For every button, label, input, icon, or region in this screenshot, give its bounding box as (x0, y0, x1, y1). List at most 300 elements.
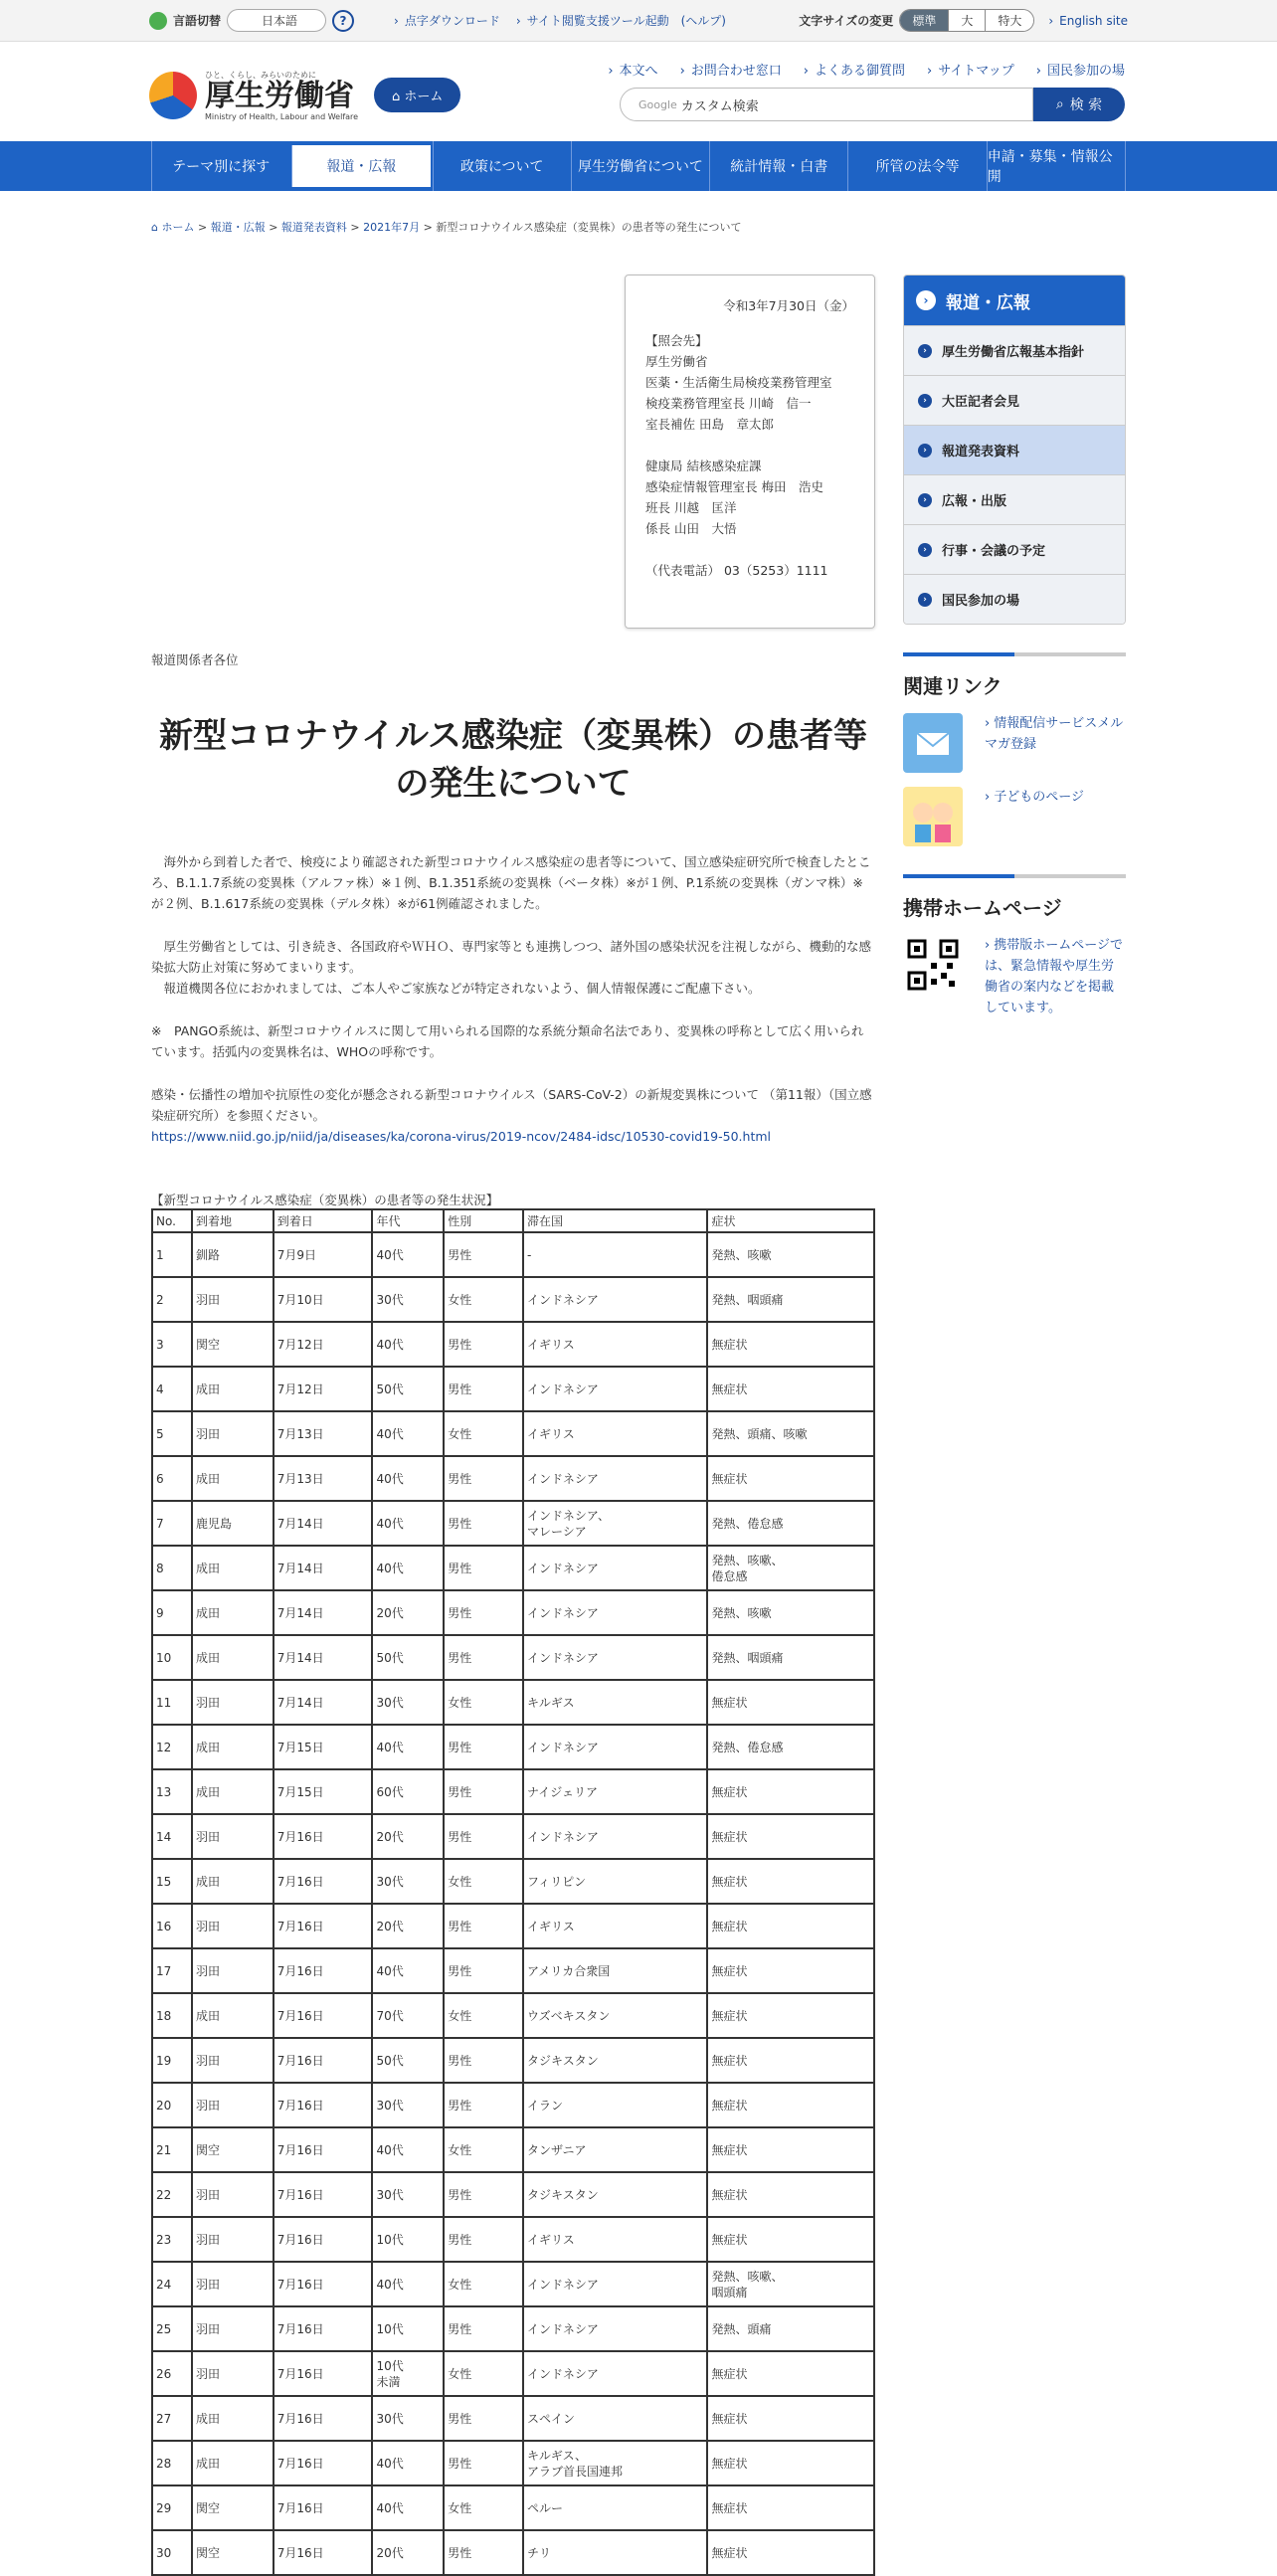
table-cell: 3 (152, 1322, 192, 1367)
table-cell: 鹿児島 (192, 1501, 274, 1546)
side-item-pr-policy[interactable] (904, 325, 1125, 375)
gnav-about[interactable]: 厚生労働省について (571, 141, 709, 191)
table-cell: スペイン (523, 2396, 707, 2441)
table-cell: イギリス (523, 1904, 707, 1948)
gnav-policy[interactable]: 政策について (433, 141, 571, 191)
table-row (152, 2485, 874, 2530)
table-cell: 男性 (444, 2441, 523, 2485)
arrow-icon: › (918, 444, 932, 458)
table-row (152, 2083, 874, 2127)
table-cell: 羽田 (192, 1948, 274, 1993)
side-item-label: 行事・会議の予定 (942, 544, 1046, 559)
column-header: No. (152, 1209, 192, 1232)
mail-icon (903, 713, 963, 773)
language-label: 言語切替 (173, 14, 222, 28)
table-cell: インドネシア (523, 2262, 707, 2306)
table-cell: 60代 (372, 1769, 444, 1814)
table-cell: 15 (152, 1859, 192, 1904)
press-menu-head[interactable] (904, 276, 1125, 325)
table-cell: タジキスタン (523, 2038, 707, 2083)
table-cell: 羽田 (192, 2038, 274, 2083)
table-cell: 無症状 (707, 1322, 874, 1367)
public-participation-link[interactable]: › 国民参加の場 (1036, 60, 1125, 79)
contact-line: 医薬・生活衛生局検疫業務管理室 (645, 375, 832, 390)
table-cell: 発熱、咳嗽、 咽頭痛 (707, 2262, 874, 2306)
table-cell: イギリス (523, 1411, 707, 1456)
table-cell: 男性 (444, 1232, 523, 1277)
table-row (152, 1590, 874, 1635)
column-header: 滞在国 (523, 1209, 707, 1232)
table-cell: 関空 (192, 2530, 274, 2575)
global-nav (0, 141, 1277, 191)
table-cell: 7月16日 (274, 2038, 373, 2083)
header-nav (608, 60, 1125, 79)
table-cell: ウズベキスタン (523, 1993, 707, 2038)
table-cell: 成田 (192, 1725, 274, 1769)
table-cell: 男性 (444, 2217, 523, 2262)
table-cell: 発熱、咳嗽、 倦怠感 (707, 1546, 874, 1590)
contact-line (645, 435, 854, 456)
table-cell: 50代 (372, 2038, 444, 2083)
table-cell: 6 (152, 1456, 192, 1501)
table-cell: 21 (152, 2127, 192, 2172)
accessibility-tool-link[interactable]: › サイト閲覧支援ツール起動 (ヘルプ) (516, 12, 726, 29)
table-cell: 無症状 (707, 2083, 874, 2127)
side-item-label: 国民参加の場 (942, 594, 1020, 609)
table-cell: 無症状 (707, 2038, 874, 2083)
table-cell: 無症状 (707, 1814, 874, 1859)
english-site-link[interactable]: › English site (1048, 14, 1128, 28)
site-header (0, 42, 1277, 141)
table-cell: 7月16日 (274, 2441, 373, 2485)
table-cell: 無症状 (707, 2485, 874, 2530)
table-cell: 女性 (444, 1680, 523, 1725)
table-cell: 40代 (372, 1725, 444, 1769)
table-cell: 17 (152, 1948, 192, 1993)
table-cell: イギリス (523, 1322, 707, 1367)
table-cell: 男性 (444, 1948, 523, 1993)
table-cell: 発熱、倦怠感 (707, 1725, 874, 1769)
side-item-press-releases[interactable] (904, 425, 1125, 474)
font-size-standard[interactable]: 標準 (900, 10, 949, 31)
cases-table (151, 1208, 875, 2576)
table-cell: 成田 (192, 1456, 274, 1501)
table-cell: 発熱、咽頭痛 (707, 1635, 874, 1680)
table-cell: 26 (152, 2351, 192, 2396)
table-row (152, 1232, 874, 1277)
table-cell: 40代 (372, 1501, 444, 1546)
table-cell: 24 (152, 2262, 192, 2306)
table-row (152, 1546, 874, 1590)
table-cell: 20代 (372, 1590, 444, 1635)
table-cell: 無症状 (707, 1948, 874, 1993)
table-cell: 無症状 (707, 1769, 874, 1814)
table-cell: 羽田 (192, 2306, 274, 2351)
table-cell: 発熱、倦怠感 (707, 1501, 874, 1546)
table-cell: 羽田 (192, 2217, 274, 2262)
sitemap-link[interactable]: › サイトマップ (927, 60, 1014, 79)
table-cell: 無症状 (707, 2127, 874, 2172)
paragraph-1: 海外から到着した者で、検疫により確認された新型コロナウイルス感染症の患者等について、国立感染症研究所で検査したところ、B.1.1.7系統の変異株（アルファ株）※１例、B.1.351系統の変異株（ベータ株）※が１例、P.1系統の変異株（ガンマ株）※が２例、B.1.617系統の変異株（デルタ株）※が61例確認されました。 (151, 854, 871, 911)
main-content (151, 275, 875, 2576)
braille-download-link[interactable]: › 点字ダウンロード (394, 12, 500, 29)
table-cell: 40代 (372, 1948, 444, 1993)
table-cell: 女性 (444, 1859, 523, 1904)
gnav-laws[interactable]: 所管の法令等 (847, 141, 986, 191)
table-cell: 男性 (444, 1367, 523, 1411)
table-row (152, 2262, 874, 2306)
table-caption: 【新型コロナウイルス感染症（変異株）の患者等の発生状況】 (151, 1193, 499, 1207)
table-cell: 10代 (372, 2306, 444, 2351)
table-cell: 男性 (444, 1322, 523, 1367)
table-cell: インドネシア (523, 2351, 707, 2396)
table-row (152, 2217, 874, 2262)
table-cell: 男性 (444, 1814, 523, 1859)
table-row (152, 1859, 874, 1904)
table-row (152, 1725, 874, 1769)
table-cell: 男性 (444, 2530, 523, 2575)
table-cell: キルギス (523, 1680, 707, 1725)
contact-line (645, 539, 854, 560)
table-cell: 7月16日 (274, 1904, 373, 1948)
table-cell: フィリピン (523, 1859, 707, 1904)
table-cell: 成田 (192, 2441, 274, 2485)
note-paragraph: ※ PANGO系統は、新型コロナウイルスに関して用いられる国際的な系統分類命名法であり、変異株の呼称として広く用いられています。括弧内の変異株名は、WHOの呼称です。 (151, 1023, 864, 1059)
logo-english: Ministry of Health, Labour and Welfare (205, 112, 359, 121)
mailmag-link[interactable]: › 情報配信サービスメルマガ登録 (985, 713, 1126, 773)
table-cell: 男性 (444, 2172, 523, 2217)
table-cell: 7月16日 (274, 2351, 373, 2396)
table-row (152, 1456, 874, 1501)
table-cell: 羽田 (192, 1904, 274, 1948)
breadcrumb-releases[interactable]: 報道発表資料 (280, 221, 347, 234)
gnav-press[interactable]: 報道・広報 (291, 145, 430, 187)
table-cell: 23 (152, 2217, 192, 2262)
side-item-publications[interactable] (904, 474, 1125, 524)
qr-code-icon (903, 935, 963, 995)
table-cell: 7月16日 (274, 2127, 373, 2172)
table-cell: 16 (152, 1904, 192, 1948)
table-row (152, 2441, 874, 2485)
font-size-large[interactable]: 大 (949, 10, 986, 31)
table-cell: 男性 (444, 2083, 523, 2127)
logo-mark-icon (149, 72, 197, 119)
table-cell: 1 (152, 1232, 192, 1277)
table-cell: 20代 (372, 1904, 444, 1948)
table-cell: 無症状 (707, 1904, 874, 1948)
table-row (152, 1322, 874, 1367)
mobile-site-link[interactable]: › 携帯版ホームページでは、緊急情報や厚生労働省の案内などを掲載しています。 (985, 935, 1126, 1018)
home-button[interactable] (374, 78, 460, 112)
table-cell: 28 (152, 2441, 192, 2485)
table-cell: 7月16日 (274, 2396, 373, 2441)
table-cell: 7月9日 (274, 1232, 373, 1277)
table-cell: 22 (152, 2172, 192, 2217)
related-mailmag (903, 713, 1126, 773)
table-cell: 無症状 (707, 2351, 874, 2396)
table-cell: タンザニア (523, 2127, 707, 2172)
table-cell: 成田 (192, 1635, 274, 1680)
table-cell: 女性 (444, 2485, 523, 2530)
table-cell: 男性 (444, 1769, 523, 1814)
gnav-statistics[interactable]: 統計情報・白書 (709, 141, 847, 191)
table-cell: 7月16日 (274, 1814, 373, 1859)
gnav-theme[interactable]: テーマ別に探す (151, 141, 289, 191)
breadcrumb: ⌂ ホーム > 報道・広報 > 報道発表資料 > 2021年7月 > 新型コロナウイルス感染症（変異株）の患者等の発生について (151, 221, 742, 234)
table-cell: 無症状 (707, 1680, 874, 1725)
contact-line: 検疫業務管理室長 川崎 信一 (645, 396, 812, 411)
home-icon: ⌂ (151, 221, 162, 234)
table-cell: 29 (152, 2485, 192, 2530)
table-cell: 30 (152, 2530, 192, 2575)
table-cell: 成田 (192, 1859, 274, 1904)
language-switcher (149, 9, 354, 32)
table-cell: インドネシア (523, 1635, 707, 1680)
table-cell: 無症状 (707, 2172, 874, 2217)
table-row (152, 1904, 874, 1948)
contact-line: 厚生労働省 (645, 354, 708, 369)
font-size-xlarge[interactable]: 特大 (986, 10, 1033, 31)
table-cell: 40代 (372, 2127, 444, 2172)
table-cell: 関空 (192, 2485, 274, 2530)
table-cell: インドネシア (523, 1814, 707, 1859)
table-cell: 男性 (444, 1501, 523, 1546)
sidebar (903, 275, 1126, 1018)
table-cell: 成田 (192, 1590, 274, 1635)
table-cell: インドネシア (523, 1725, 707, 1769)
arrow-icon: › (916, 290, 936, 310)
table-cell: 30代 (372, 1859, 444, 1904)
table-cell: 30代 (372, 2396, 444, 2441)
side-item-label: 大臣記者会見 (942, 395, 1020, 410)
contact-line: 室長補佐 田島 章太郎 (645, 417, 774, 432)
table-cell: 無症状 (707, 1367, 874, 1411)
table-cell: 7月16日 (274, 2306, 373, 2351)
breadcrumb-month[interactable]: 2021年7月 (363, 221, 421, 234)
table-cell: 7月16日 (274, 2485, 373, 2530)
table-cell: 女性 (444, 1993, 523, 2038)
table-cell: 5 (152, 1411, 192, 1456)
kids-icon (903, 787, 963, 846)
contact-link[interactable]: › お問合わせ窓口 (680, 60, 782, 79)
table-cell: 無症状 (707, 2396, 874, 2441)
paragraph-2: 厚生労働省としては、引き続き、各国政府やＷＨＯ、専門家等とも連携しつつ、諸外国の感染状況を注視しながら、機動的な感染拡大防止対策に努めてまいります。 (151, 939, 872, 975)
table-row (152, 1635, 874, 1680)
table-cell: 7月13日 (274, 1411, 373, 1456)
table-cell: 男性 (444, 1456, 523, 1501)
gnav-applications[interactable]: 申請・募集・情報公開 (987, 141, 1126, 191)
mobile-site (903, 935, 1126, 1018)
table-cell: 無症状 (707, 1456, 874, 1501)
table-cell: 40代 (372, 2262, 444, 2306)
table-cell: 7月15日 (274, 1725, 373, 1769)
table-cell: 発熱、咳嗽 (707, 1232, 874, 1277)
table-cell: 7月14日 (274, 1590, 373, 1635)
table-cell: 羽田 (192, 1680, 274, 1725)
table-cell: キルギス、 アラブ首長国連邦 (523, 2441, 707, 2485)
breadcrumb-home[interactable]: ホーム (161, 221, 195, 234)
related-kids (903, 787, 1126, 846)
search-input[interactable] (620, 88, 1033, 121)
table-cell: 無症状 (707, 1993, 874, 2038)
contact-box (625, 275, 875, 629)
table-cell: 7月16日 (274, 1859, 373, 1904)
column-header: 年代 (372, 1209, 444, 1232)
table-cell: 10代 (372, 2217, 444, 2262)
table-cell: 男性 (444, 2038, 523, 2083)
table-cell: 無症状 (707, 2530, 874, 2575)
table-cell: 発熱、頭痛 (707, 2306, 874, 2351)
table-row (152, 2530, 874, 2575)
table-row (152, 1680, 874, 1725)
table-cell: 27 (152, 2396, 192, 2441)
arrow-icon: › (918, 344, 932, 358)
table-row (152, 1769, 874, 1814)
table-cell: 7月16日 (274, 2083, 373, 2127)
table-cell: 女性 (444, 2262, 523, 2306)
table-cell: 無症状 (707, 2441, 874, 2485)
table-cell: 13 (152, 1769, 192, 1814)
home-label: ホーム (404, 90, 444, 104)
table-row (152, 1411, 874, 1456)
table-cell: 成田 (192, 1367, 274, 1411)
table-cell: 40代 (372, 2441, 444, 2485)
table-cell: 25 (152, 2306, 192, 2351)
column-header: 到着地 (192, 1209, 274, 1232)
table-cell: インドネシア、 マレーシア (523, 1501, 707, 1546)
table-cell: 7月16日 (274, 2530, 373, 2575)
faq-link[interactable]: › よくある御質問 (804, 60, 905, 79)
table-cell: 30代 (372, 1680, 444, 1725)
table-row (152, 2396, 874, 2441)
table-cell: 40代 (372, 1546, 444, 1590)
table-cell: 7月16日 (274, 1948, 373, 1993)
table-cell: 成田 (192, 1769, 274, 1814)
table-cell: 2 (152, 1277, 192, 1322)
table-cell: 7月16日 (274, 2262, 373, 2306)
table-row (152, 1277, 874, 1322)
column-header: 症状 (707, 1209, 874, 1232)
globe-icon (149, 12, 167, 30)
table-cell: 無症状 (707, 2217, 874, 2262)
table-row (152, 2351, 874, 2396)
table-row (152, 2038, 874, 2083)
niid-link[interactable]: https://www.niid.go.jp/niid/ja/diseases/ka/corona-virus/2019-ncov/2484-idsc/10530-covid19-50.html (151, 1129, 771, 1144)
side-item-participation[interactable] (904, 574, 1125, 624)
table-cell: 7月10日 (274, 1277, 373, 1322)
table-cell: 4 (152, 1367, 192, 1411)
table-cell: 30代 (372, 2083, 444, 2127)
table-cell: 40代 (372, 1232, 444, 1277)
breadcrumb-press[interactable]: 報道・広報 (210, 221, 266, 234)
site-search (620, 88, 1125, 121)
google-label: Google (638, 97, 677, 111)
table-row (152, 1814, 874, 1859)
table-row (152, 1993, 874, 2038)
arrow-icon: › (918, 593, 932, 607)
language-select[interactable]: 日本語 (227, 9, 326, 32)
search-button[interactable] (1033, 88, 1125, 121)
table-cell: 20 (152, 2083, 192, 2127)
press-menu (903, 275, 1126, 625)
table-cell: インドネシア (523, 1277, 707, 1322)
skip-to-content-link[interactable]: › 本文へ (608, 60, 657, 79)
table-cell: タジキスタン (523, 2172, 707, 2217)
table-cell: 発熱、咳嗽 (707, 1590, 874, 1635)
table-cell: 7月14日 (274, 1680, 373, 1725)
table-cell: 50代 (372, 1367, 444, 1411)
table-cell: ナイジェリア (523, 1769, 707, 1814)
table-cell: 40代 (372, 2485, 444, 2530)
table-cell: 30代 (372, 2172, 444, 2217)
contact-line: （代表電話） 03（5253）1111 (645, 563, 828, 578)
mobile-site-title: 携帯ホームページ (903, 874, 1126, 921)
contact-line: 【照会先】 (645, 333, 708, 348)
press-menu-title: 報道・広報 (946, 292, 1030, 313)
table-cell: 羽田 (192, 1411, 274, 1456)
table-cell: 11 (152, 1680, 192, 1725)
contact-line: 健康局 結核感染症課 (645, 459, 762, 473)
table-cell: 14 (152, 1814, 192, 1859)
contact-line: 感染症情報管理室長 梅田 浩史 (645, 479, 823, 494)
table-cell: 30代 (372, 1277, 444, 1322)
table-cell: 男性 (444, 2306, 523, 2351)
search-placeholder: カスタム検索 (680, 98, 759, 114)
side-item-events[interactable] (904, 524, 1125, 574)
kids-page-link[interactable]: › 子どものページ (985, 787, 1084, 846)
table-cell: 7月12日 (274, 1322, 373, 1367)
table-cell: アメリカ合衆国 (523, 1948, 707, 1993)
table-cell: 7月15日 (274, 1769, 373, 1814)
table-cell: 男性 (444, 2396, 523, 2441)
table-cell: 成田 (192, 2396, 274, 2441)
table-cell: 成田 (192, 1993, 274, 2038)
table-cell: 女性 (444, 1277, 523, 1322)
table-row (152, 1948, 874, 1993)
contact-line: 係長 山田 大悟 (645, 521, 737, 536)
table-cell: 女性 (444, 1411, 523, 1456)
site-logo[interactable] (149, 70, 358, 121)
help-icon[interactable]: ? (332, 10, 354, 32)
table-cell: 羽田 (192, 2172, 274, 2217)
table-cell: 9 (152, 1590, 192, 1635)
table-cell: 羽田 (192, 2351, 274, 2396)
table-cell: イギリス (523, 2217, 707, 2262)
table-cell: 羽田 (192, 2083, 274, 2127)
table-cell: 7月16日 (274, 1993, 373, 2038)
table-cell: 7月14日 (274, 1635, 373, 1680)
contact-line: 班長 川越 匡洋 (645, 500, 737, 515)
table-cell: 12 (152, 1725, 192, 1769)
release-date: 令和3年7月30日（金） (723, 298, 854, 313)
table-cell: 釧路 (192, 1232, 274, 1277)
table-cell: 男性 (444, 1635, 523, 1680)
home-icon: ⌂ (392, 90, 405, 104)
table-cell: 7月14日 (274, 1546, 373, 1590)
table-cell: 40代 (372, 1411, 444, 1456)
table-cell: 10代 未満 (372, 2351, 444, 2396)
reference-paragraph: 感染・伝播性の増加や抗原性の変化が懸念される新型コロナウイルス（SARS-CoV-2）の新規変異株について （第11報）（国立感染症研究所）を参照ください。 (151, 1087, 872, 1123)
side-item-minister-press[interactable] (904, 375, 1125, 425)
table-cell: 7月13日 (274, 1456, 373, 1501)
table-cell: 20代 (372, 1814, 444, 1859)
logo-name: 厚生労働省 (205, 79, 354, 113)
search-button-label: 検 索 (1069, 97, 1103, 113)
table-row (152, 2172, 874, 2217)
search-icon: ⌕ (1055, 96, 1064, 112)
arrow-icon: › (918, 493, 932, 507)
table-cell: 40代 (372, 1322, 444, 1367)
